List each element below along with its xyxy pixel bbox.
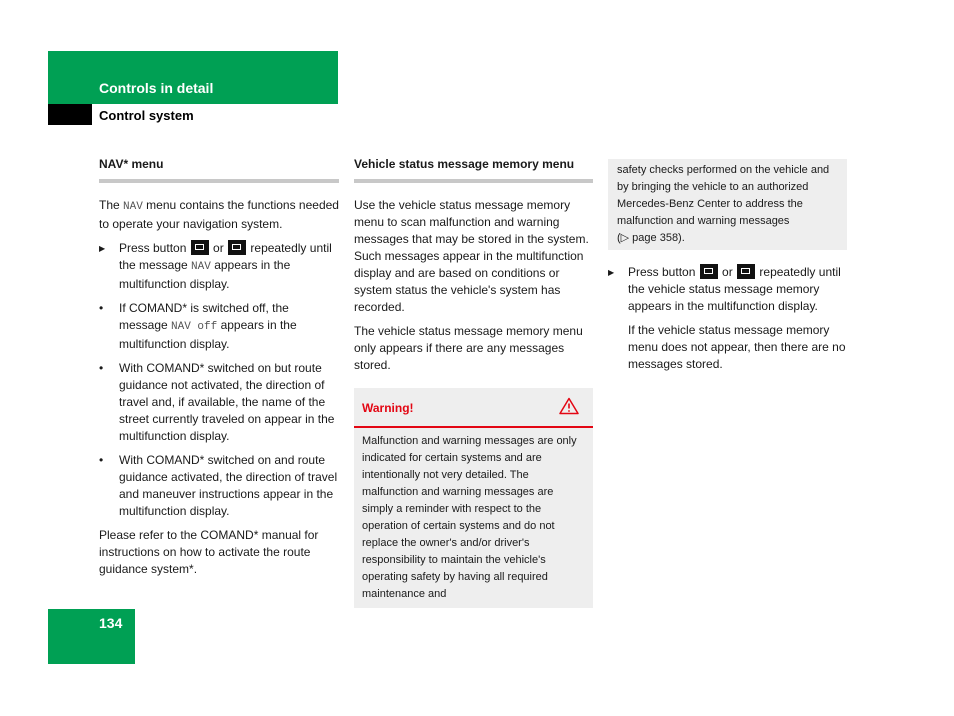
bullet-icon: • <box>99 301 104 315</box>
bullet-icon: • <box>99 361 104 375</box>
section-title: Controls in detail <box>99 80 214 96</box>
nav-code: NAV <box>123 201 143 213</box>
triangle-right-icon: ▶ <box>99 244 106 253</box>
nav-intro: The NAV menu contains the functions needed to operate your navigation system. <box>99 198 339 231</box>
column-status-memory <box>354 152 593 608</box>
display-button-icon <box>700 264 718 279</box>
warning-triangle-icon <box>559 397 579 415</box>
nav-closing: Please refer to the COMAND* manual for instructions on how to activate the route guidance system*. <box>99 528 319 576</box>
header-band <box>48 51 338 104</box>
warning-title: Warning! <box>362 401 414 415</box>
warning-box <box>354 388 593 608</box>
list-item: • With COMAND* switched on and route guidance activated, the direction of travel and maneuver instructions appear in the multifunction display. <box>99 453 338 518</box>
status-para-2: The vehicle status message memory menu only appears if there are any messages stored. <box>354 324 583 372</box>
list-item: • With COMAND* switched on but route guidance not activated, the direction of travel and, if available, the name of the street currently traveled on appear in the multifunction display. <box>99 361 335 443</box>
list-item: • If COMAND* is switched off, the message NAV off appears in the multifunction display. <box>99 301 297 351</box>
column-nav-menu <box>99 152 339 585</box>
warning-header <box>354 388 593 428</box>
nav-step: ▶ Press button or repeatedly until the message NAV appears in the multifunction display. <box>99 241 332 291</box>
display-button-icon <box>191 240 209 255</box>
status-para-1: Use the vehicle status message memory menu to scan malfunction and warning messages that may be stored in the system. Such messages appear in the multifunction display and are based on conditions or system status the vehicle's system has recorded. <box>354 198 589 314</box>
warning-continued-text: safety checks performed on the vehicle and by bringing the vehicle to an authorized Mercedes-Benz Center to address the malfunction and warning messages <box>617 164 830 227</box>
page-reference: (▷ page 358). <box>617 232 685 244</box>
column-continued <box>608 159 847 380</box>
display-button-icon <box>737 264 755 279</box>
status-note: If the vehicle status message memory menu does not appear, then there are no messages stored. <box>628 323 846 371</box>
bullet-icon: • <box>99 453 104 467</box>
nav-off-code: NAV off <box>171 321 218 333</box>
nav-code: NAV <box>191 261 211 273</box>
status-step: ▶ Press button or repeatedly until the vehicle status message memory appears in the multifunction display. <box>608 265 841 313</box>
warning-continued-box <box>608 159 847 250</box>
nav-menu-heading: NAV* menu <box>99 152 339 183</box>
subsection-title: Control system <box>99 108 194 123</box>
triangle-right-icon: ▶ <box>608 268 615 277</box>
warning-body: Malfunction and warning messages are only indicated for certain systems and are intentionally not very detailed. The malfunction and warning messages are simply a reminder with respect to the operation of certain systems and do not replace the owner's and/or driver's responsibility to maintain the vehicle's operating safety by having all required maintenance and <box>362 435 577 600</box>
display-button-icon <box>228 240 246 255</box>
subheader-tab <box>48 104 92 125</box>
status-memory-heading: Vehicle status message memory menu <box>354 152 593 183</box>
page-number: 134 <box>99 615 123 631</box>
